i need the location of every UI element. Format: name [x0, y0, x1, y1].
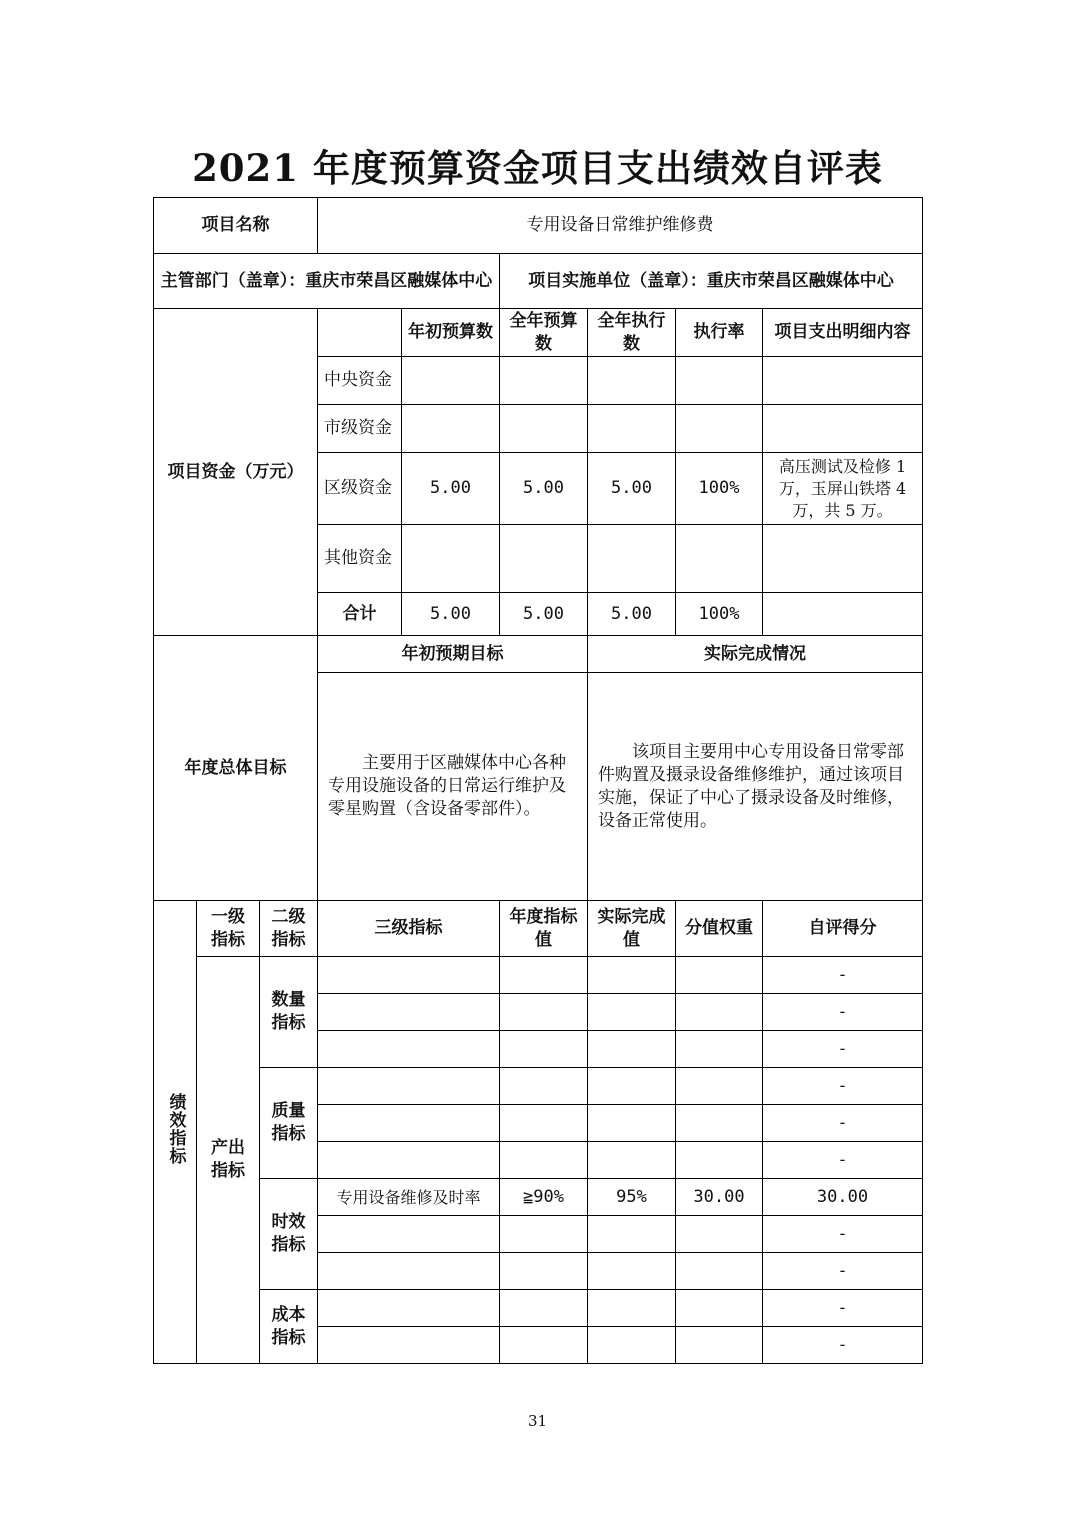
indicator-score: - — [763, 1142, 923, 1179]
indicator-target — [500, 1216, 588, 1253]
indicator-name — [318, 994, 500, 1031]
actual-result-header: 实际完成情况 — [588, 636, 923, 673]
indicator-target — [500, 957, 588, 994]
indicator-score: - — [763, 1216, 923, 1253]
indicator-target — [500, 1105, 588, 1142]
cost-indicator-label: 成本指标 — [260, 1290, 318, 1364]
evaluation-table — [153, 197, 923, 1364]
fund-annual — [500, 405, 588, 453]
indicator-weight — [676, 1216, 763, 1253]
level2-header: 二级指标 — [260, 901, 318, 957]
level1-header: 一级指标 — [197, 901, 260, 957]
fund-rate: 100% — [676, 453, 763, 525]
indicator-weight — [676, 1290, 763, 1327]
fund-detail — [763, 357, 923, 405]
funds-header-detail: 项目支出明细内容 — [763, 309, 923, 357]
indicator-actual: 95% — [588, 1179, 676, 1216]
fund-annual — [500, 525, 588, 593]
fund-rate — [676, 525, 763, 593]
indicator-target — [500, 1031, 588, 1068]
fund-detail — [763, 405, 923, 453]
timeliness-indicator-label: 时效指标 — [260, 1179, 318, 1290]
implementing-unit: 项目实施单位（盖章）：重庆市荣昌区融媒体中心 — [500, 254, 923, 309]
funds-header-annual: 全年预算数 — [500, 309, 588, 357]
indicator-target: ≧90% — [500, 1179, 588, 1216]
project-name-value: 专用设备日常维护维修费 — [318, 198, 923, 254]
fund-initial: 5.00 — [402, 453, 500, 525]
indicator-row — [154, 1068, 923, 1105]
indicator-target — [500, 1327, 588, 1364]
indicator-actual — [588, 1068, 676, 1105]
indicator-row — [154, 1179, 923, 1216]
fund-rate: 100% — [676, 593, 763, 636]
fund-name: 合计 — [318, 593, 402, 636]
indicator-score: - — [763, 1031, 923, 1068]
performance-indicator-label: 绩效指标 — [154, 901, 197, 1364]
indicator-name — [318, 1142, 500, 1179]
weight-header: 分值权重 — [676, 901, 763, 957]
indicator-weight: 30.00 — [676, 1179, 763, 1216]
page-number: 31 — [527, 1412, 548, 1430]
fund-annual — [500, 357, 588, 405]
output-indicator-label: 产出指标 — [197, 957, 260, 1364]
page-title: 2021 年度预算资金项目支出绩效自评表 — [192, 146, 883, 190]
fund-annual: 5.00 — [500, 453, 588, 525]
fund-executed: 5.00 — [588, 593, 676, 636]
indicator-score: - — [763, 1327, 923, 1364]
score-header: 自评得分 — [763, 901, 923, 957]
fund-detail: 高压测试及检修 1 万，玉屏山铁塔 4 万，共 5 万。 — [763, 453, 923, 525]
fund-name: 其他资金 — [318, 525, 402, 593]
indicator-weight — [676, 1068, 763, 1105]
fund-executed — [588, 357, 676, 405]
indicator-name — [318, 1290, 500, 1327]
indicator-score: - — [763, 1290, 923, 1327]
indicator-weight — [676, 957, 763, 994]
fund-executed — [588, 525, 676, 593]
level3-header: 三级指标 — [318, 901, 500, 957]
indicator-weight — [676, 1327, 763, 1364]
indicator-actual — [588, 994, 676, 1031]
fund-initial: 5.00 — [402, 593, 500, 636]
funds-header-rate: 执行率 — [676, 309, 763, 357]
indicator-weight — [676, 1142, 763, 1179]
indicator-actual — [588, 1031, 676, 1068]
indicator-name — [318, 957, 500, 994]
fund-executed: 5.00 — [588, 453, 676, 525]
funds-label: 项目资金（万元） — [154, 309, 318, 636]
indicator-target — [500, 994, 588, 1031]
indicator-name — [318, 1216, 500, 1253]
expected-goal-header: 年初预期目标 — [318, 636, 588, 673]
expected-goal-text: 主要用于区融媒体中心各种专用设施设备的日常运行维护及零星购置（含设备零部件）。 — [318, 673, 588, 901]
indicator-name — [318, 1031, 500, 1068]
indicator-actual — [588, 1327, 676, 1364]
fund-initial — [402, 357, 500, 405]
indicator-weight — [676, 994, 763, 1031]
indicator-weight — [676, 1253, 763, 1290]
funds-header-initial: 年初预算数 — [402, 309, 500, 357]
fund-rate — [676, 357, 763, 405]
quantity-indicator-label: 数量指标 — [260, 957, 318, 1068]
indicator-score: - — [763, 1105, 923, 1142]
annual-target-header: 年度指标值 — [500, 901, 588, 957]
indicator-name — [318, 1105, 500, 1142]
actual-value-header: 实际完成值 — [588, 901, 676, 957]
indicator-actual — [588, 957, 676, 994]
indicator-actual — [588, 1105, 676, 1142]
funds-header-executed: 全年执行数 — [588, 309, 676, 357]
fund-name: 区级资金 — [318, 453, 402, 525]
fund-detail — [763, 593, 923, 636]
fund-detail — [763, 525, 923, 593]
indicator-row — [154, 957, 923, 994]
indicator-actual — [588, 1142, 676, 1179]
indicator-name — [318, 1253, 500, 1290]
indicator-target — [500, 1253, 588, 1290]
indicator-target — [500, 1068, 588, 1105]
indicator-score: - — [763, 1253, 923, 1290]
quality-indicator-label: 质量指标 — [260, 1068, 318, 1179]
fund-name: 中央资金 — [318, 357, 402, 405]
fund-initial — [402, 525, 500, 593]
indicator-actual — [588, 1290, 676, 1327]
supervisor-department: 主管部门（盖章）：重庆市荣昌区融媒体中心 — [154, 254, 500, 309]
annual-goal-label: 年度总体目标 — [154, 636, 318, 901]
fund-executed — [588, 405, 676, 453]
funds-header-blank — [318, 309, 402, 357]
fund-rate — [676, 405, 763, 453]
indicator-row — [154, 1290, 923, 1327]
fund-initial — [402, 405, 500, 453]
actual-result-text: 该项目主要用中心专用设备日常零部件购置及摄录设备维修维护，通过该项目实施，保证了中心了摄录设备及时维修，设备正常使用。 — [588, 673, 923, 901]
project-name-label: 项目名称 — [154, 198, 318, 254]
indicator-name: 专用设备维修及时率 — [318, 1179, 500, 1216]
indicator-target — [500, 1142, 588, 1179]
fund-annual: 5.00 — [500, 593, 588, 636]
indicator-score: - — [763, 1068, 923, 1105]
indicator-name — [318, 1327, 500, 1364]
fund-name: 市级资金 — [318, 405, 402, 453]
indicator-name — [318, 1068, 500, 1105]
indicator-score: - — [763, 994, 923, 1031]
indicator-target — [500, 1290, 588, 1327]
indicator-score: 30.00 — [763, 1179, 923, 1216]
indicator-actual — [588, 1253, 676, 1290]
indicator-weight — [676, 1105, 763, 1142]
indicator-score: - — [763, 957, 923, 994]
indicator-weight — [676, 1031, 763, 1068]
indicator-actual — [588, 1216, 676, 1253]
